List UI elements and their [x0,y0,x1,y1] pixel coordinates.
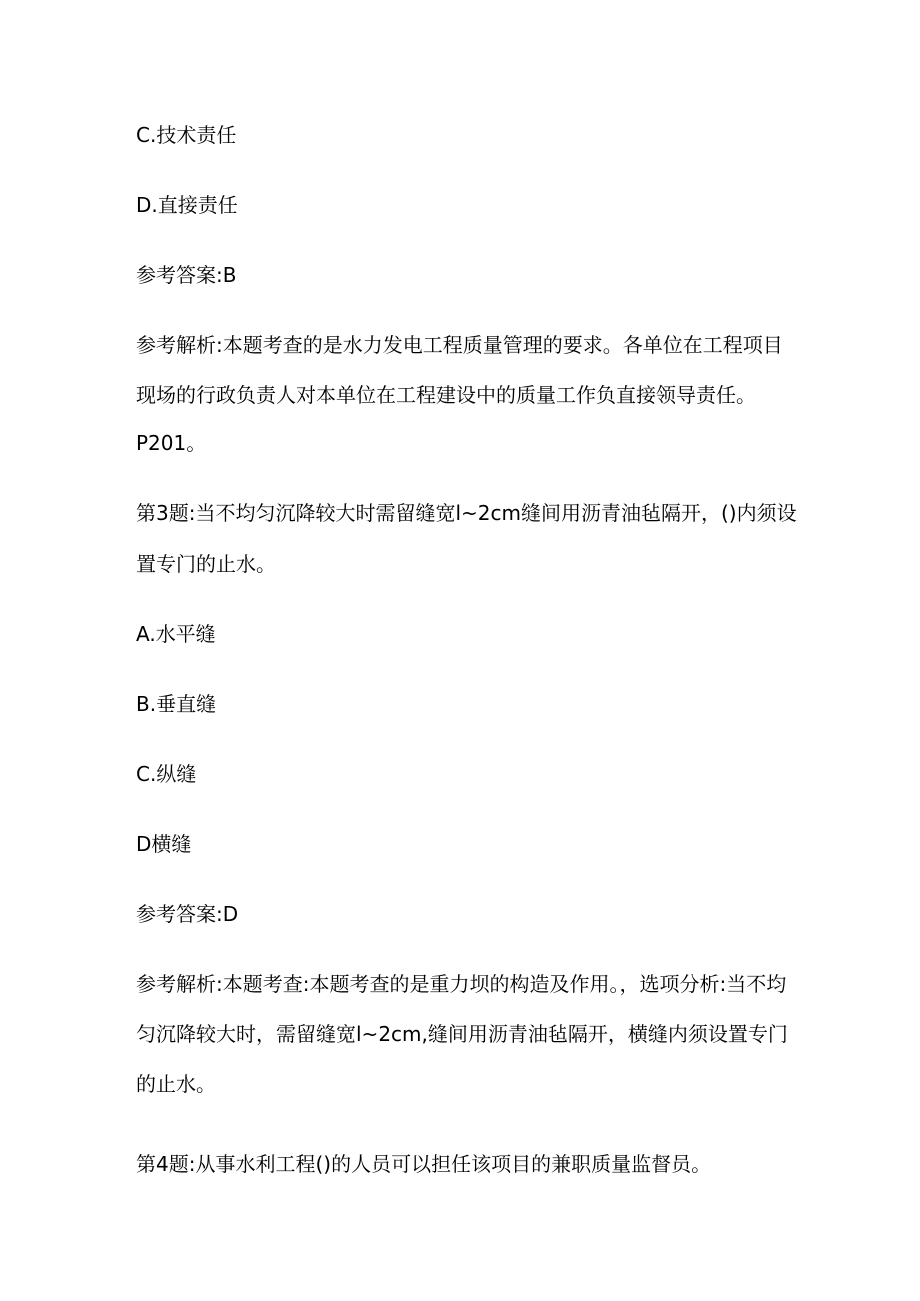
question-3-option-d: D横缝 [136,832,192,856]
question-3-line-2: 置专门的止水。 [136,552,276,576]
question-4-line-1: 第4题:从事水利工程()的人员可以担任该项目的兼职质量监督员。 [136,1152,712,1176]
analysis-prev-line-2: 现场的行政负责人对本单位在工程建设中的质量工作负直接领导责任。 [136,383,756,407]
question-3-option-c: C.纵缝 [136,762,197,786]
option-d-prev: D.直接责任 [136,193,238,217]
question-3-analysis-line-3: 的止水。 [136,1072,216,1096]
question-3-line-1: 第3题:当不均匀沉降较大时需留缝宽l~2cm缝间用沥青油毡隔开，()内须设 [136,501,797,525]
question-3-analysis-line-2: 匀沉降较大时，需留缝宽l~2cm,缝间用沥青油毡隔开，横缝内须设置专门 [136,1022,788,1046]
question-3-option-a: A.水平缝 [136,622,216,646]
question-3-analysis-line-1: 参考解析:本题考查:本题考查的是重力坝的构造及作用。，选项分析:当不均 [136,972,787,996]
answer-prev: 参考答案:B [136,263,237,287]
analysis-prev-line-1: 参考解析:本题考查的是水力发电工程质量管理的要求。各单位在工程项目 [136,333,783,357]
option-c-prev: C.技术责任 [136,123,237,147]
question-3-answer: 参考答案:D [136,902,239,926]
question-3-option-b: B.垂直缝 [136,692,217,716]
analysis-prev-line-3: P201。 [136,431,207,455]
